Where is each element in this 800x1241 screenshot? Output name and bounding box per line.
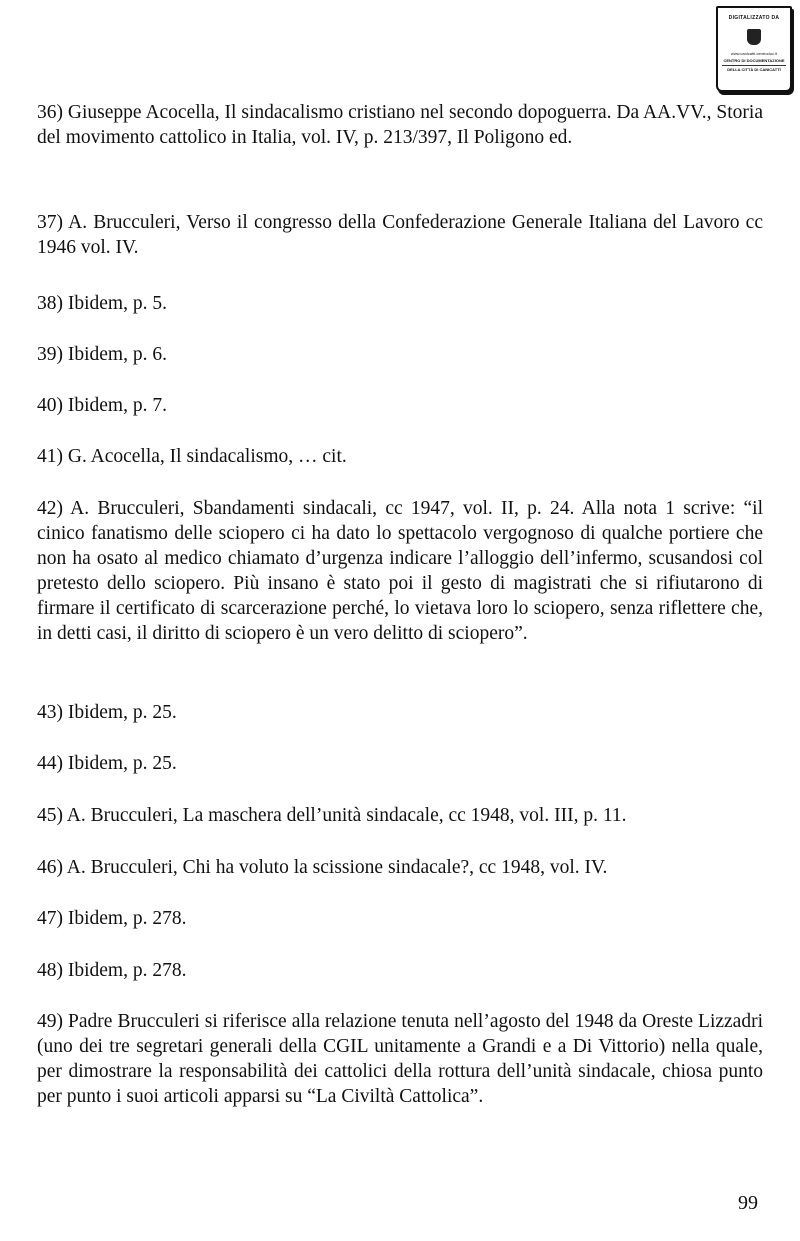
page-number: 99 [738, 1192, 758, 1214]
footnote-37: 37) A. Brucculeri, Verso il congresso della Confederazione Generale Italiana del Lavoro cc 1946 vol. IV. [37, 212, 763, 258]
footnote-41: 41) G. Acocella, Il sindacalismo, … cit. [37, 446, 347, 467]
footnote-45: 45) A. Brucculeri, La maschera dell’unità sindacale, cc 1948, vol. III, p. 11. [37, 805, 627, 826]
footnote-38: 38) Ibidem, p. 5. [37, 293, 167, 314]
footnote-48: 48) Ibidem, p. 278. [37, 960, 187, 981]
footnote-44: 44) Ibidem, p. 25. [37, 753, 177, 774]
footnote-42: 42) A. Brucculeri, Sbandamenti sindacali, cc 1947, vol. II, p. 24. Alla nota 1 scrive: “il cinico fanatismo delle sciopero ci ha dato lo spettacolo vergognoso di qualche portiere che non ha osato al medico chiamato d’urgenza indicare l’alloggio dell’infermo, scusandosi col pretesto dello sciopero. Più insano è stato poi il gesto di magistrati che si rifiutarono di firmare il certificato di scarcerazione perché, lo vietava loro lo sciopero, senza riflettere che, in detti casi, il diritto di sciopero è un vero delitto di sciopero”. [37, 498, 763, 644]
footnote-36: 36) Giuseppe Acocella, Il sindacalismo cristiano nel secondo dopoguerra. Da AA.VV., Storia del movimento cattolico in Italia, vol. IV, p. 213/397, Il Poligono ed. [37, 102, 763, 148]
footnote-46: 46) A. Brucculeri, Chi ha voluto la scissione sindacale?, cc 1948, vol. IV. [37, 857, 608, 878]
coat-of-arms-icon [747, 29, 761, 45]
stamp-title: DIGITALIZZATO DA [728, 15, 780, 21]
digitization-stamp [716, 6, 792, 92]
footnote-43: 43) Ibidem, p. 25. [37, 702, 177, 723]
footnote-39: 39) Ibidem, p. 6. [37, 344, 167, 365]
footnote-47: 47) Ibidem, p. 278. [37, 908, 187, 929]
footnote-40: 40) Ibidem, p. 7. [37, 395, 167, 416]
footnote-49: 49) Padre Brucculeri si riferisce alla relazione tenuta nell’agosto del 1948 da Oreste Lizzadri (uno dei tre segretari generali della CGIL unitamente a Grandi e a Di Vittorio) nella quale, per dimostrare la responsabilità dei cattolici della rottura dell’unità sindacale, chiosa punto per punto i suoi articoli apparsi su “La Civiltà Cattolica”. [37, 1011, 763, 1107]
stamp-url: www.canicatti-centrodoc.it [730, 51, 778, 56]
stamp-line-1: CENTRO DI DOCUMENTAZIONE [723, 58, 785, 63]
stamp-line-2: DELLA CITTÀ DI CANICATTÌ [722, 65, 786, 72]
